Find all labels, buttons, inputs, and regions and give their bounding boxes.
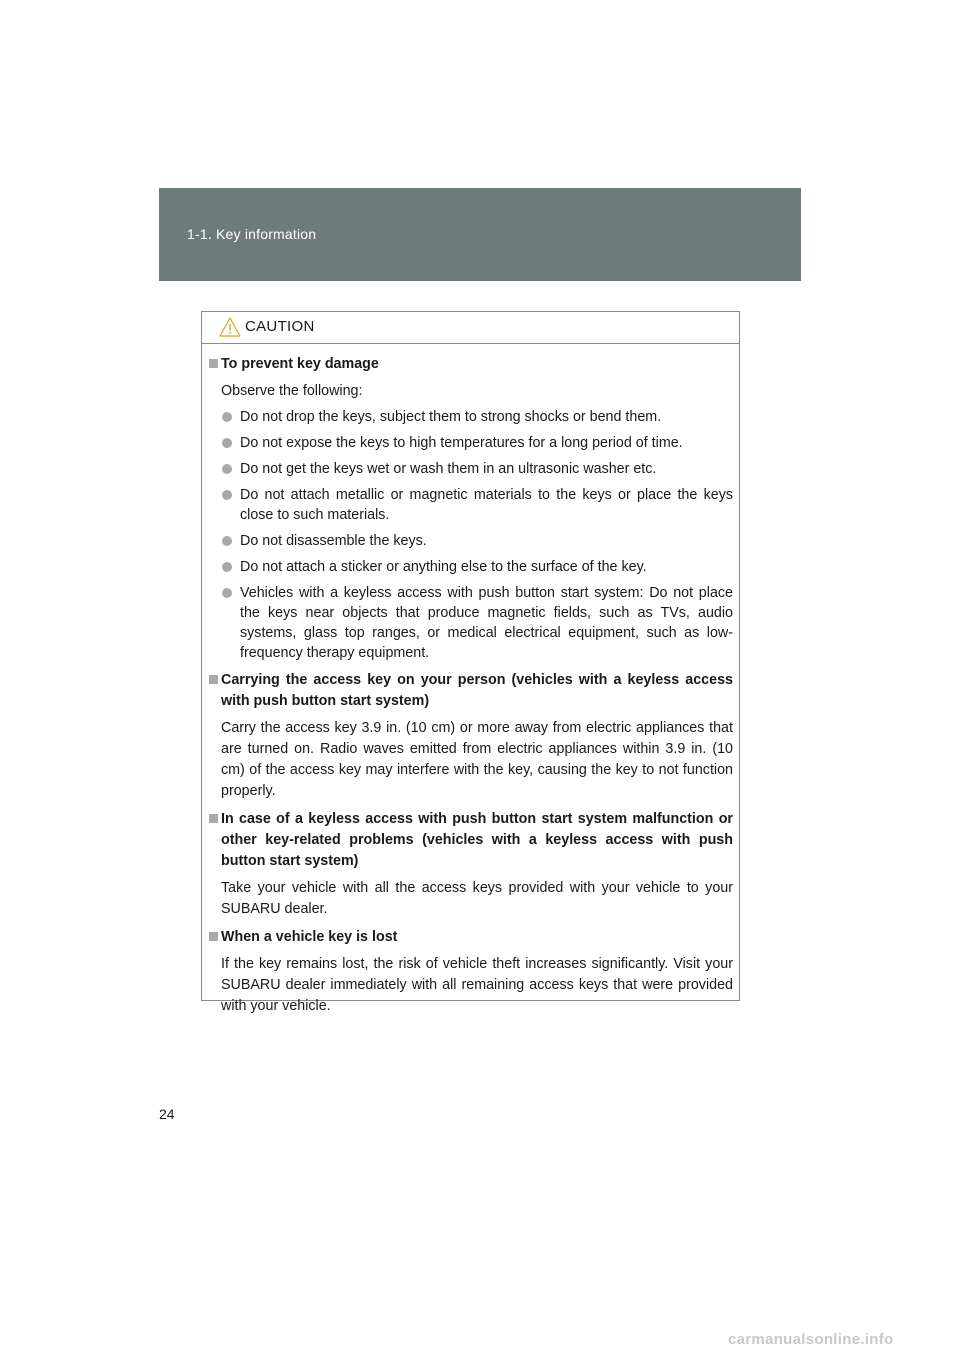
page-number: 24 bbox=[159, 1106, 175, 1122]
list-item bbox=[209, 407, 733, 427]
section-key-lost bbox=[209, 927, 733, 1017]
caution-box bbox=[201, 311, 740, 1014]
circle-bullet-icon bbox=[222, 588, 232, 598]
list-item-text: Do not drop the keys, subject them to strong shocks or bend them. bbox=[240, 409, 662, 425]
list-item-text: Do not get the keys wet or wash them in an ultrasonic washer etc. bbox=[240, 461, 657, 477]
list-item-text: Do not attach a sticker or anything else to the surface of the key. bbox=[240, 559, 647, 575]
section-heading-text: To prevent key damage bbox=[221, 356, 379, 372]
list-item bbox=[209, 459, 733, 479]
section-malfunction bbox=[209, 809, 733, 920]
section-carrying-access-key bbox=[209, 670, 733, 802]
header-band bbox=[159, 188, 801, 281]
section-body: Take your vehicle with all the access keys provided with your vehicle to your SUBARU dealer. bbox=[221, 880, 733, 917]
circle-bullet-icon bbox=[222, 412, 232, 422]
square-bullet-icon bbox=[209, 814, 218, 823]
circle-bullet-icon bbox=[222, 438, 232, 448]
watermark: carmanualsonline.info bbox=[728, 1331, 894, 1348]
section-heading bbox=[209, 927, 733, 948]
square-bullet-icon bbox=[209, 932, 218, 941]
section-heading bbox=[209, 354, 733, 375]
list-item-text: Do not disassemble the keys. bbox=[240, 533, 427, 549]
caution-title: CAUTION bbox=[245, 318, 315, 335]
square-bullet-icon bbox=[209, 359, 218, 368]
section-heading-text: Carrying the access key on your person (vehicles with a keyless access with push button start system) bbox=[221, 672, 733, 709]
list-item-text: Vehicles with a keyless access with push button start system: Do not place the keys near objects that produce magnetic fields, such as TVs, audio systems, glass top ranges, or medical electrical equipment, such as low-frequency therapy equipment. bbox=[240, 585, 733, 661]
bullet-list bbox=[209, 407, 733, 663]
section-title: 1-1. Key information bbox=[187, 226, 317, 242]
circle-bullet-icon bbox=[222, 464, 232, 474]
circle-bullet-icon bbox=[222, 536, 232, 546]
list-item-text: Do not attach metallic or magnetic materials to the keys or place the keys close to such materials. bbox=[240, 487, 733, 523]
list-item-text: Do not expose the keys to high temperatures for a long period of time. bbox=[240, 435, 683, 451]
section-heading bbox=[209, 670, 733, 712]
section-body: Carry the access key 3.9 in. (10 cm) or more away from electric appliances that are turned on. Radio waves emitted from electric appliances within 3.9 in. (10 cm) of the access key may interfere with the key, causing the key to not function properly. bbox=[221, 720, 733, 799]
caution-header bbox=[202, 312, 739, 344]
section-heading bbox=[209, 809, 733, 872]
list-item bbox=[209, 583, 733, 663]
warning-triangle-icon bbox=[219, 316, 241, 338]
section-heading-text: When a vehicle key is lost bbox=[221, 929, 398, 945]
circle-bullet-icon bbox=[222, 562, 232, 572]
circle-bullet-icon bbox=[222, 490, 232, 500]
list-item bbox=[209, 531, 733, 551]
section-prevent-key-damage bbox=[209, 354, 733, 663]
caution-body bbox=[202, 344, 739, 1017]
list-item bbox=[209, 433, 733, 453]
list-item bbox=[209, 557, 733, 577]
list-item bbox=[209, 485, 733, 525]
section-intro: Observe the following: bbox=[221, 383, 363, 399]
section-heading-text: In case of a keyless access with push button start system malfunction or other key-related problems (vehicles with a keyless access with push button start system) bbox=[221, 811, 733, 869]
section-body: If the key remains lost, the risk of vehicle theft increases significantly. Visit your SUBARU dealer immediately with all remaining access keys that were provided with your vehicle. bbox=[221, 956, 733, 1014]
square-bullet-icon bbox=[209, 675, 218, 684]
